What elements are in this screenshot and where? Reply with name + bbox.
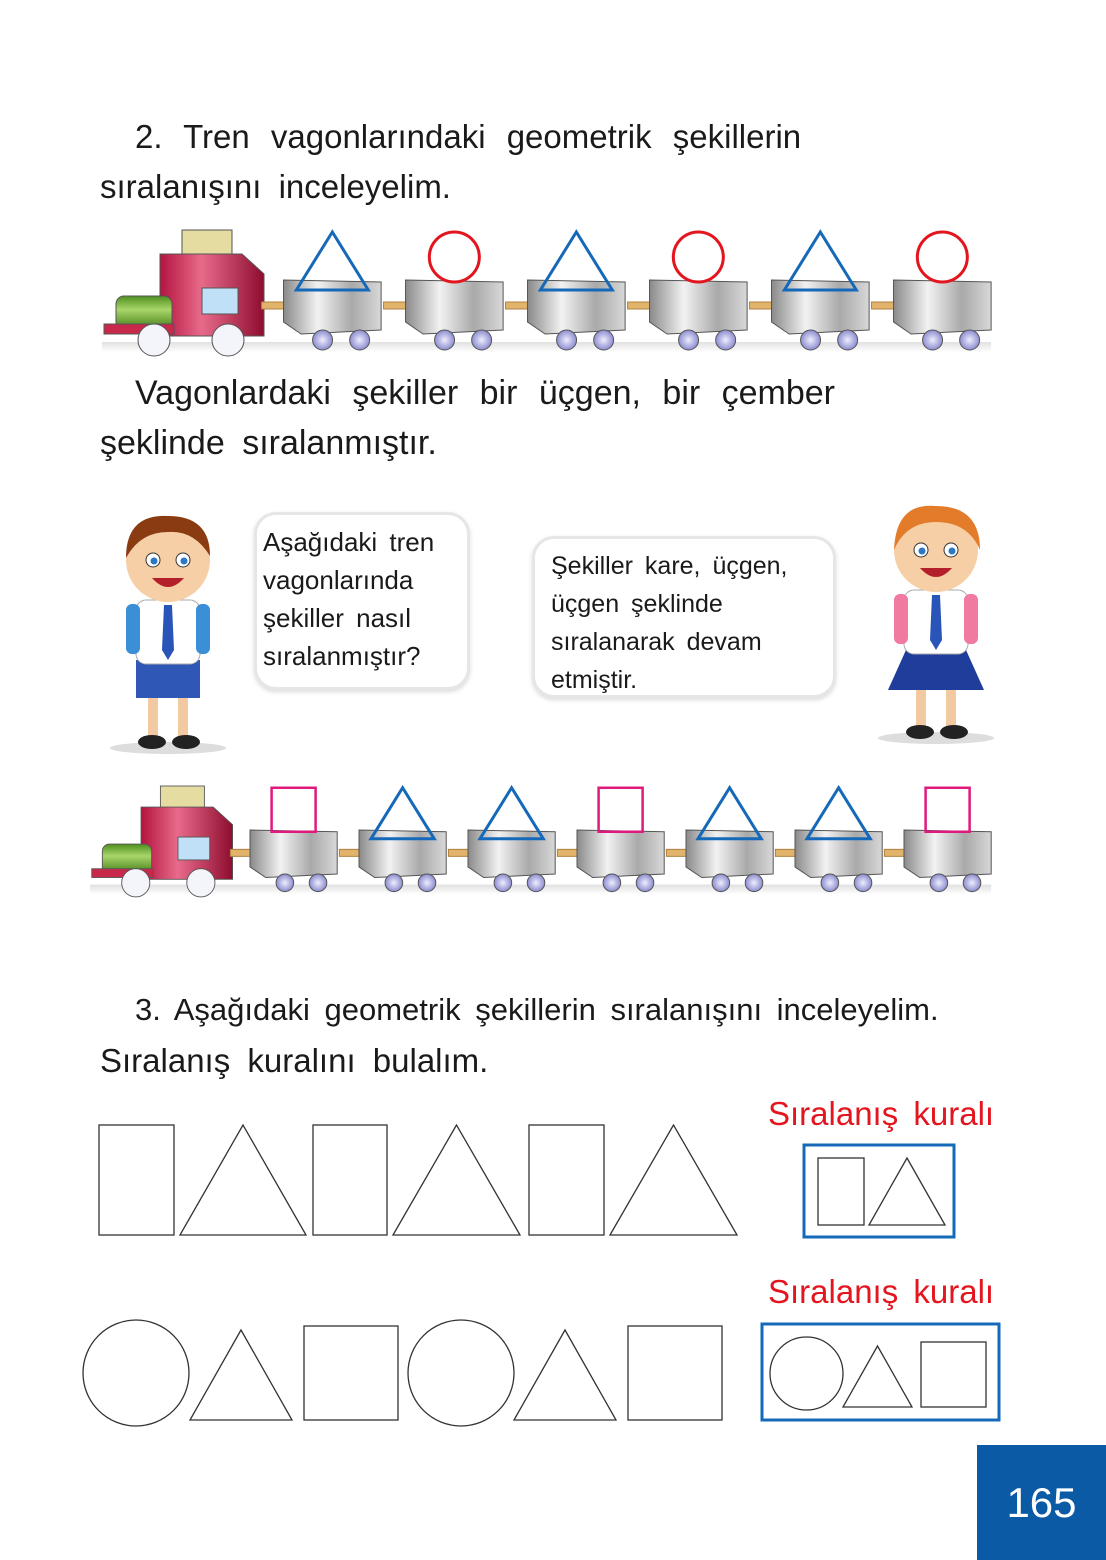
wheel	[122, 869, 150, 897]
explanation-line2: şeklinde sıralanmıştır.	[100, 424, 437, 462]
rule-label-row1: Sıralanış kuralı	[768, 1095, 995, 1132]
wheel	[960, 330, 980, 350]
circle-shape	[83, 1320, 189, 1426]
circle-shape	[917, 232, 967, 282]
wheel	[494, 874, 512, 892]
coupling	[628, 302, 652, 309]
wheel	[603, 874, 621, 892]
wheel	[385, 874, 403, 892]
locomotive-window	[178, 837, 210, 860]
wheel	[854, 874, 872, 892]
locomotive	[104, 230, 264, 356]
square-shape	[926, 788, 970, 832]
coupling	[506, 302, 530, 309]
wheel	[712, 874, 730, 892]
tie	[162, 605, 174, 660]
shoe	[138, 735, 166, 749]
wheel	[472, 330, 492, 350]
locomotive-window	[202, 288, 238, 314]
train-1	[102, 230, 991, 356]
coupling	[448, 849, 470, 856]
wheel	[930, 874, 948, 892]
wheel	[527, 874, 545, 892]
wheel	[557, 330, 577, 350]
pupil	[151, 558, 158, 565]
rectangle-shape	[99, 1125, 174, 1235]
wheel	[963, 874, 981, 892]
page-number: 165	[977, 1445, 1106, 1560]
shorts	[136, 660, 200, 698]
wagon	[250, 830, 337, 878]
shoe	[940, 725, 968, 739]
wheel	[350, 330, 370, 350]
wheel	[276, 874, 294, 892]
pupil	[919, 548, 926, 555]
wheel	[309, 874, 327, 892]
wheel	[838, 330, 858, 350]
explanation-line1: Vagonlardaki şekiller bir üçgen, bir çember	[135, 374, 836, 412]
coupling	[775, 849, 797, 856]
circle-shape	[429, 232, 479, 282]
coupling	[884, 849, 906, 856]
wheel	[313, 330, 333, 350]
kid-shadow	[878, 732, 994, 744]
wheel	[212, 324, 244, 356]
girl-speech-bubble	[532, 536, 836, 698]
coupling	[262, 302, 286, 309]
rectangle-shape	[313, 1125, 387, 1235]
triangle-shape	[869, 1158, 945, 1225]
wheel	[435, 330, 455, 350]
backpack-strap	[964, 594, 978, 644]
skirt	[888, 650, 984, 690]
wagon	[650, 280, 748, 334]
wheel	[679, 330, 699, 350]
bubble-line: sıralanmıştır?	[263, 641, 421, 671]
triangle-shape	[190, 1330, 292, 1420]
bubble-line: üçgen şeklinde	[551, 590, 723, 618]
wagon	[904, 830, 991, 878]
triangle-shape	[843, 1346, 912, 1407]
shoe	[906, 725, 934, 739]
backpack-strap	[196, 604, 210, 654]
exercise-2-text-line2: sıralanışını inceleyelim.	[100, 168, 451, 205]
square-shape	[921, 1342, 986, 1407]
tie	[930, 595, 942, 650]
wheel	[821, 874, 839, 892]
circle-shape	[673, 232, 723, 282]
pupil	[181, 558, 188, 565]
boy-speech-bubble	[254, 512, 470, 690]
square-shape	[628, 1326, 722, 1420]
wheel	[745, 874, 763, 892]
triangle-shape	[610, 1125, 737, 1235]
bubble-line: Şekiller kare, üçgen,	[551, 552, 788, 580]
backpack-strap	[126, 604, 140, 654]
bubble-line: sıralanarak devam	[551, 628, 762, 656]
triangle-shape	[393, 1125, 520, 1235]
wagon	[577, 830, 664, 878]
square-shape	[272, 788, 316, 832]
rectangle-shape	[818, 1158, 864, 1225]
exercise-2-text-line1: 2. Tren vagonlarındaki geometrik şekillerin	[135, 118, 802, 155]
shoe	[172, 735, 200, 749]
coupling	[384, 302, 408, 309]
rectangle-shape	[529, 1125, 604, 1235]
boy-illustration	[110, 516, 226, 754]
exercise-3-text-line2: Sıralanış kuralını bulalım.	[100, 1042, 489, 1079]
rule-label-row2: Sıralanış kuralı	[768, 1273, 995, 1310]
wheel	[418, 874, 436, 892]
locomotive	[92, 786, 233, 897]
coupling	[750, 302, 774, 309]
circle-shape	[770, 1337, 843, 1410]
wheel	[636, 874, 654, 892]
wheel	[594, 330, 614, 350]
wheel	[187, 869, 215, 897]
rule-box-row1	[804, 1145, 954, 1237]
coupling	[557, 849, 579, 856]
kid-shadow	[110, 742, 226, 754]
bubble-line: şekiller nasıl	[263, 603, 412, 633]
wheel	[138, 324, 170, 356]
wheel	[716, 330, 736, 350]
triangle-shape	[180, 1125, 306, 1235]
wagon	[406, 280, 504, 334]
coupling	[666, 849, 688, 856]
exercise-3-text-line1: 3. Aşağıdaki geometrik şekillerin sıralanışını inceleyelim.	[135, 992, 939, 1027]
wheel	[923, 330, 943, 350]
wheel	[801, 330, 821, 350]
backpack-strap	[894, 594, 908, 644]
square-shape	[599, 788, 643, 832]
girl-illustration	[878, 506, 994, 744]
bubble-line: Aşağıdaki tren	[263, 527, 435, 557]
wagon	[894, 280, 992, 334]
coupling	[872, 302, 896, 309]
bubble-line: etmiştir.	[551, 666, 638, 694]
pupil	[949, 548, 956, 555]
coupling	[230, 849, 252, 856]
train-2	[90, 786, 991, 897]
circle-shape	[408, 1320, 514, 1426]
coupling	[339, 849, 361, 856]
bubble-line: vagonlarında	[263, 565, 414, 595]
triangle-shape	[514, 1330, 616, 1420]
square-shape	[304, 1326, 398, 1420]
